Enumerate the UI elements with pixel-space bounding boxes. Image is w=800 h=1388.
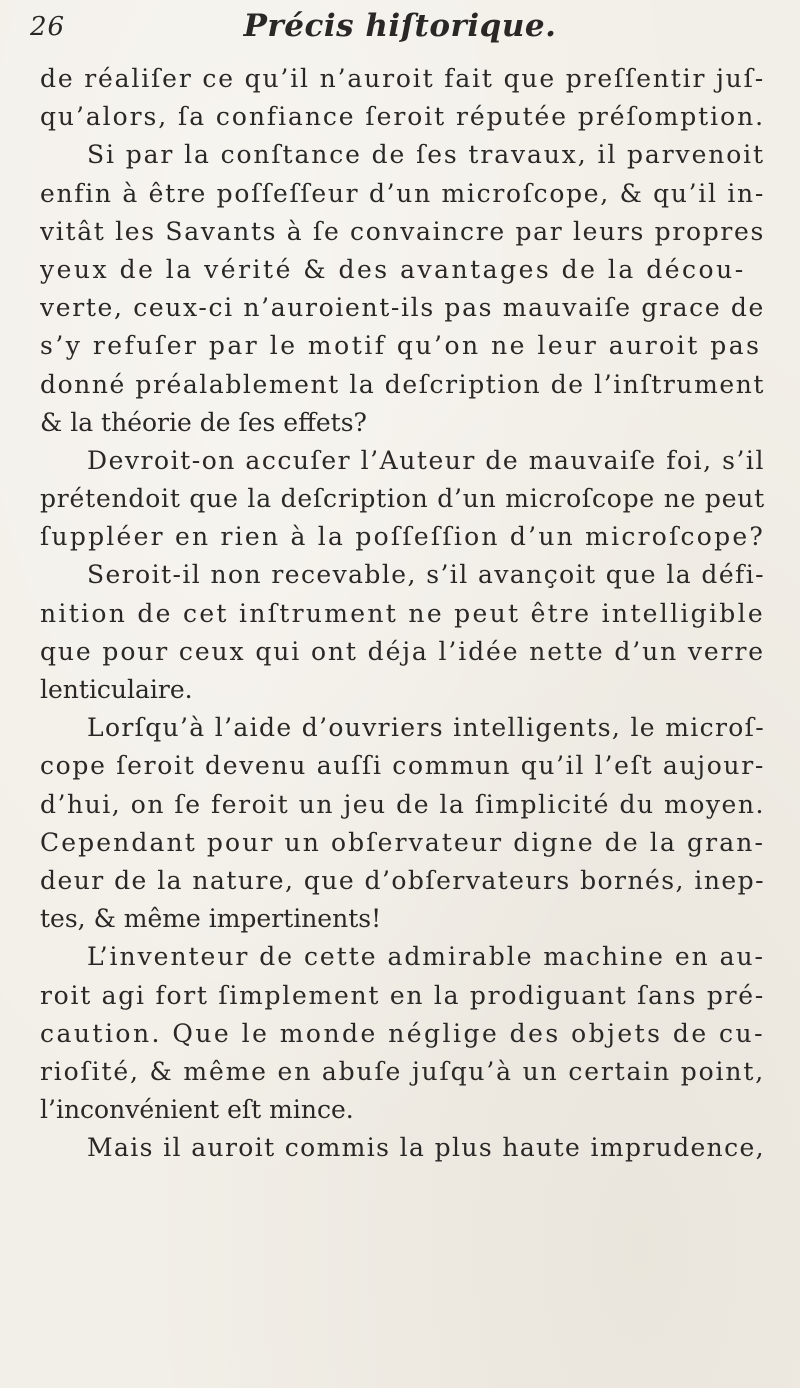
text-line: vitât les Savants à ſe convaincre par leurs propres — [40, 216, 765, 246]
text-line: nition de cet inſtrument ne peut être intelligible — [40, 598, 765, 628]
text-line: Lorſqu’à l’aide d’ouvriers intelligents, le microſ- — [87, 713, 765, 743]
text-line: Cependant pour un obſervateur digne de la gran- — [40, 827, 765, 857]
text-line: l’inconvénient eſt mince. — [40, 1095, 354, 1125]
text-line: deur de la nature, que d’obſervateurs bornés, inep- — [40, 865, 765, 895]
text-line: yeux de la vérité & des avantages de la décou- — [40, 254, 746, 284]
text-line: verte, ceux-ci n’auroient-ils pas mauvaiſe grace de — [40, 293, 765, 323]
text-line: enfin à être poſſeſſeur d’un microſcope, & qu’il in- — [40, 178, 765, 208]
text-line: rioſité, & même en abuſe juſqu’à un certain point, — [40, 1056, 765, 1086]
page-number: 26 — [30, 12, 66, 42]
text-line: que pour ceux qui ont déja l’idée nette d’un verre — [40, 636, 765, 666]
text-line: roit agi fort ſimplement en la prodiguant ſans pré- — [40, 980, 765, 1010]
text-line: Mais il auroit commis la plus haute imprudence, — [87, 1133, 765, 1163]
text-line: qu’alors, ſa confiance ſeroit réputée préſomption. — [40, 102, 765, 132]
text-line: Seroit-il non recevable, s’il avançoit que la défi- — [87, 560, 765, 590]
text-line: L’inventeur de cette admirable machine en au- — [87, 942, 765, 972]
text-line: d’hui, on ſe feroit un jeu de la ſimplicité du moyen. — [40, 789, 765, 819]
text-line: caution. Que le monde néglige des objets de cu- — [40, 1018, 765, 1048]
running-title: Précis hiſtorique. — [243, 8, 557, 44]
text-line: tes, & même impertinents! — [40, 904, 382, 934]
text-line: prétendoit que la deſcription d’un microſcope ne peut — [40, 484, 765, 514]
body-text — [40, 60, 765, 1167]
text-line: donné préalablement la deſcription de l’inſtrument — [40, 369, 765, 399]
text-line: s’y refuſer par le motif qu’on ne leur auroit pas — [40, 331, 762, 361]
page-header — [30, 8, 770, 52]
text-line: cope ſeroit devenu auſſi commun qu’il l’eſt aujour- — [40, 751, 765, 781]
text-line: ſuppléer en rien à la poſſeſſion d’un microſcope? — [40, 522, 765, 552]
text-line: de réaliſer ce qu’il n’auroit fait que preſſentir juſ- — [40, 64, 765, 93]
text-line: lenticulaire. — [40, 675, 193, 704]
text-line: Devroit-on accuſer l’Auteur de mauvaiſe foi, s’il — [87, 445, 765, 475]
text-line: Si par la conſtance de ſes travaux, il parvenoit — [87, 140, 765, 170]
text-line: & la théorie de ſes effets? — [40, 407, 367, 437]
